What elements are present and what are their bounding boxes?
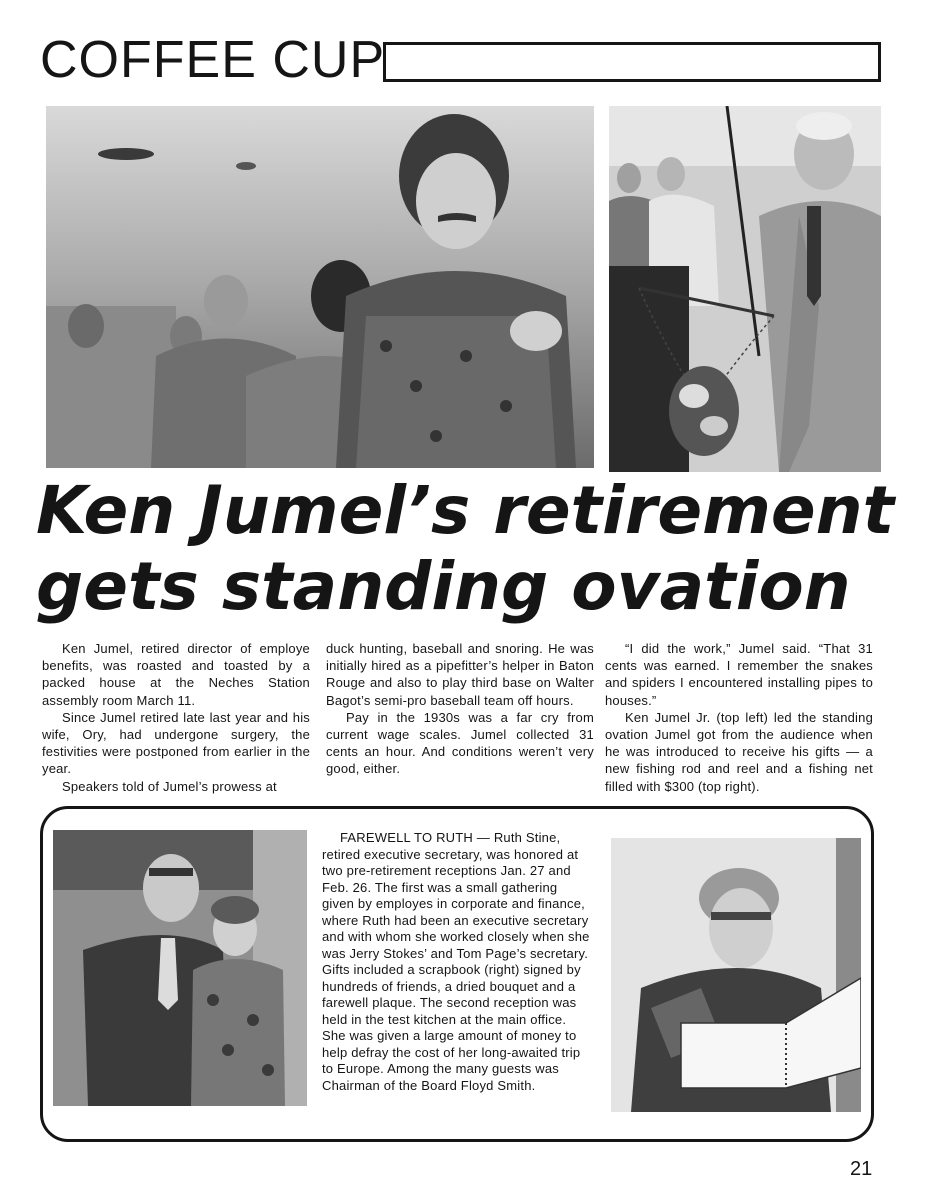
- sidebar-body: Ruth Stine, retired executive secretary, was honored at two pre-retirement receptions Jan. 27 and Feb. 26. The first was a small gathering given by employes in corporate and finance, where Ruth had been an executive secretary and with whom she worked closely when she was Jerry Stokes’ and Tom Page’s secretary. Gifts included a scrapbook (right) signed by hundreds of friends, a dried bouquet and a farewell plaque. The second reception was held in the test kitchen at the main office. She was given a large amount of money to help defray the cost of her long-awaited trip to Europe. Among the many guests was Chairman of the Board Floyd Smith.: [322, 830, 590, 1093]
- section-title-rule-box: [383, 42, 881, 82]
- article-column-3: [605, 640, 873, 795]
- photo-fishing-net-gift-image: [609, 106, 881, 472]
- article-paragraph: Ken Jumel Jr. (top left) led the standing ovation Jumel got from the audience when he was introduced to receive his gifts — a new fishing rod and reel and a fishing net filled with $300 (top right).: [605, 709, 873, 794]
- page-number: 21: [850, 1158, 873, 1180]
- article-headline: [36, 473, 906, 625]
- article-column-2: [326, 640, 594, 778]
- photo-ruth-stine-scrapbook: [611, 838, 861, 1112]
- photo-ken-jumel-jr-image: [46, 106, 594, 468]
- farewell-sidebar-text: [322, 830, 590, 1094]
- article-paragraph: Ken Jumel, retired director of employe benefits, was roasted and toasted by a packed house at the Neches Station assembly room March 11.: [42, 641, 310, 708]
- photo-ken-jumel-jr: [46, 106, 594, 468]
- article-paragraph: duck hunting, baseball and snoring. He was initially hired as a pipefitter’s helper in Baton Rouge and also to play third base on Walter Bagot’s semi-pro baseball team off hours.: [326, 641, 594, 708]
- photo-ruth-stine-couple: [53, 830, 307, 1106]
- headline-line-1: Ken Jumel’s retirement: [36, 472, 895, 549]
- headline-line-2: gets standing ovation: [36, 548, 851, 625]
- photo-ruth-stine-scrapbook-image: [611, 838, 861, 1112]
- article-paragraph: “I did the work,” Jumel said. “That 31 cents was earned. I remember the snakes and spiders I encountered installing pipes to houses.”: [605, 641, 873, 708]
- section-title: COFFEE CUP: [40, 31, 386, 89]
- article-column-1: [42, 640, 310, 795]
- photo-fishing-net-gift: [609, 106, 881, 472]
- article-paragraph: Speakers told of Jumel’s prowess at: [62, 778, 277, 794]
- sidebar-heading: FAREWELL TO RUTH —: [340, 830, 490, 845]
- article-paragraph: Since Jumel retired late last year and his wife, Ory, had undergone surgery, the festivities were postponed from earlier in the year.: [42, 709, 310, 777]
- article-paragraph: Pay in the 1930s was a far cry from current wage scales. Jumel collected 31 cents an hour. And conditions weren’t very good, either.: [326, 709, 594, 777]
- photo-ruth-stine-couple-image: [53, 830, 307, 1106]
